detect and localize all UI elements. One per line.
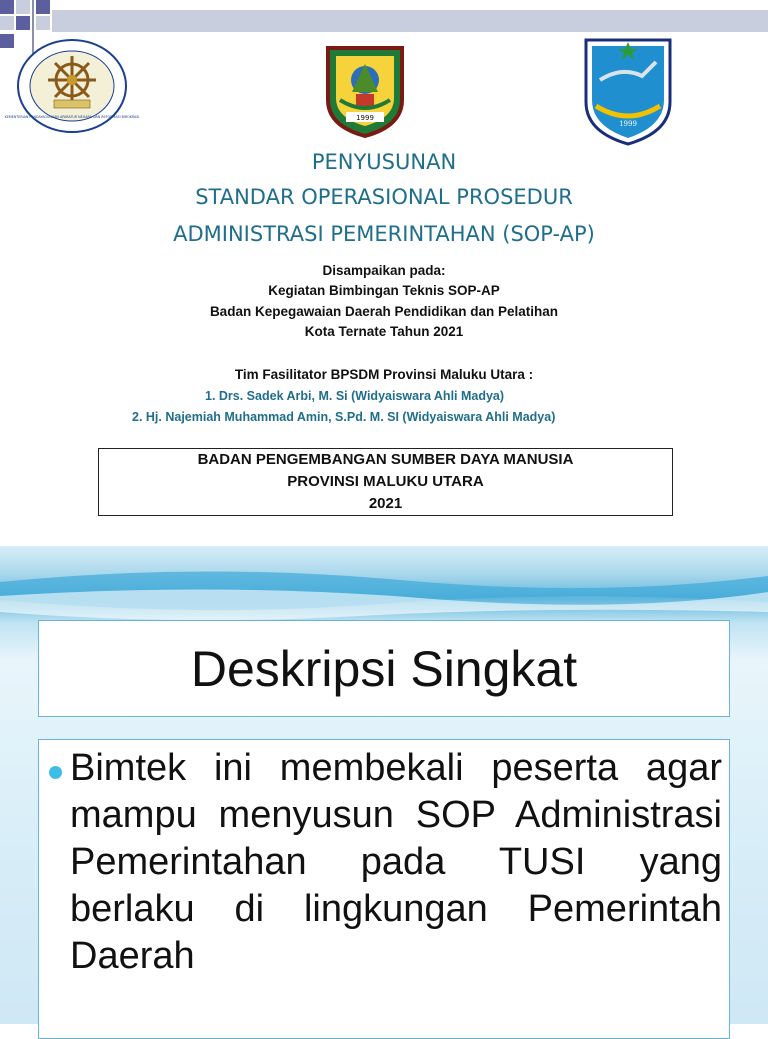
main-title-line-2: STANDAR OPERASIONAL PROSEDUR xyxy=(195,185,573,209)
slide-title-box xyxy=(38,620,730,717)
org-name-line-1: BADAN PENGEMBANGAN SUMBER DAYA MANUSIA xyxy=(197,451,574,468)
corner-square xyxy=(36,0,50,14)
maluku-utara-emblem xyxy=(320,42,410,138)
kemenpan-logo-text: KEMENTERIAN PENDAYAGUNAAN APARATUR NEGARA DAN REFORMASI BIROKRASI xyxy=(4,115,140,119)
bullet-icon xyxy=(49,766,62,779)
corner-square xyxy=(16,16,30,30)
main-title-line-1: PENYUSUNAN xyxy=(311,150,457,174)
host-agency: Badan Kepegawaian Daerah Pendidikan dan Pelatihan xyxy=(209,304,559,319)
team-member-2: 2. Hj. Najemiah Muhammad Amin, S.Pd. M. SI (Widyaiswara Ahli Madya) xyxy=(132,410,556,424)
organization-box xyxy=(98,448,673,516)
corner-square xyxy=(16,0,30,14)
header-bar xyxy=(52,10,768,32)
wave-decoration xyxy=(0,562,768,622)
event-name: Kegiatan Bimbingan Teknis SOP-AP xyxy=(268,283,500,298)
emblem-year: 1999 xyxy=(356,114,374,122)
corner-square xyxy=(36,16,50,30)
org-year: 2021 xyxy=(368,495,403,512)
team-heading: Tim Fasilitator BPSDM Provinsi Maluku Utara : xyxy=(234,367,534,382)
slide-title: Deskripsi Singkat xyxy=(190,641,578,697)
main-title-line-3: ADMINISTRASI PEMERINTAHAN (SOP-AP) xyxy=(173,222,595,246)
presented-label: Disampaikan pada: xyxy=(322,263,446,278)
bullet-text: Bimtek ini membekali peserta agar mampu menyusun SOP Administrasi Pemerintahan pada TUSI yang berlaku di lingkungan Pemerintah Daerah xyxy=(70,747,722,977)
corner-square xyxy=(0,34,14,48)
org-name-line-2: PROVINSI MALUKU UTARA xyxy=(287,473,484,490)
kemenpan-logo xyxy=(4,38,140,134)
event-location-year: Kota Ternate Tahun 2021 xyxy=(304,324,464,339)
content-box xyxy=(38,739,730,1039)
city-emblem-year: 1999 xyxy=(619,120,637,128)
corner-square xyxy=(0,16,14,30)
description-slide xyxy=(0,546,768,1024)
city-emblem xyxy=(582,36,674,146)
team-member-1: 1. Drs. Sadek Arbi, M. Si (Widyaiswara Ahli Madya) xyxy=(205,389,505,403)
corner-square xyxy=(0,0,14,14)
